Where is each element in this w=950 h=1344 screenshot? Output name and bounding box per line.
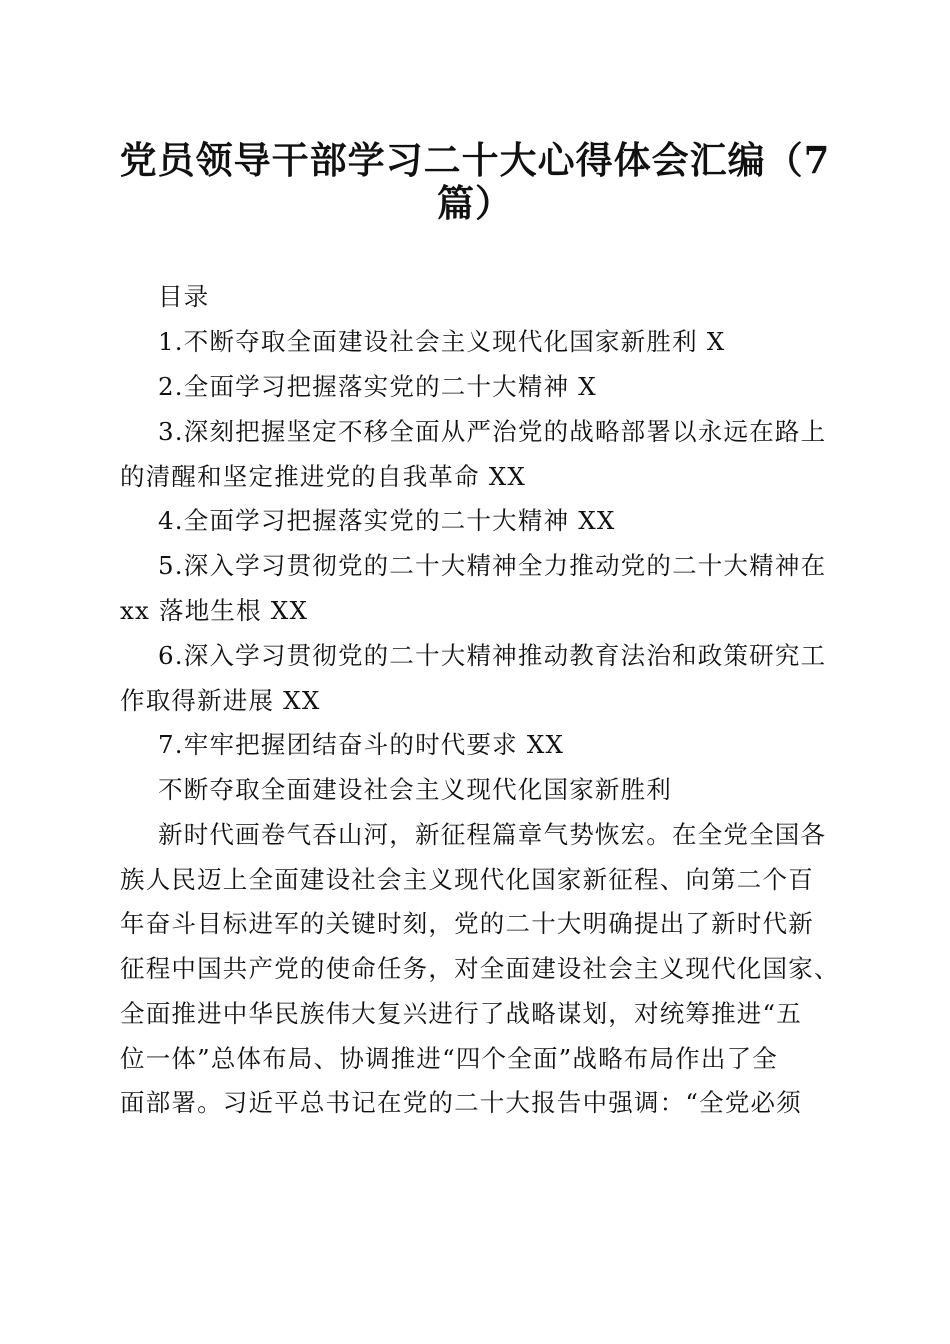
toc-heading: 目录 <box>158 282 210 311</box>
toc-item-2: 2.全面学习把握落实党的二十大精神 X <box>158 372 597 401</box>
document-title-line-2: 篇） <box>437 181 513 225</box>
toc-item-7: 7.牢牢把握团结奋斗的时代要求 XX <box>158 730 565 759</box>
toc-item-3-continued: 的清醒和坚定推进党的自我革命 XX <box>120 462 527 491</box>
paragraph-line: 位一体”总体布局、协调推进“四个全面”战略布局作出了全 <box>120 1044 778 1073</box>
toc-item-6: 6.深入学习贯彻党的二十大精神推动教育法治和政策研究工 <box>158 641 827 670</box>
toc-item-4: 4.全面学习把握落实党的二十大精神 XX <box>158 506 616 535</box>
paragraph-line: 征程中国共产党的使命任务，对全面建设社会主义现代化国家、 <box>120 954 840 983</box>
paragraph-line: 新时代画卷气吞山河，新征程篇章气势恢宏。在全党全国各 <box>158 820 827 849</box>
toc-item-5: 5.深入学习贯彻党的二十大精神全力推动党的二十大精神在 <box>158 551 827 580</box>
paragraph-line: 面部署。习近平总书记在党的二十大报告中强调：“全党必须 <box>120 1088 802 1117</box>
paragraph-line: 族人民迈上全面建设社会主义现代化国家新征程、向第二个百 <box>120 865 814 894</box>
toc-item-1: 1.不断夺取全面建设社会主义现代化国家新胜利 X <box>158 327 726 356</box>
paragraph-line: 年奋斗目标进军的关键时刻，党的二十大明确提出了新时代新 <box>120 909 814 938</box>
toc-item-6-continued: 作取得新进展 XX <box>120 686 321 715</box>
toc-item-5-continued: xx 落地生根 XX <box>120 596 309 625</box>
paragraph-line: 全面推进中华民族伟大复兴进行了战略谋划，对统筹推进“五 <box>120 999 802 1028</box>
section-heading: 不断夺取全面建设社会主义现代化国家新胜利 <box>158 775 672 804</box>
toc-item-3: 3.深刻把握坚定不移全面从严治党的战略部署以永远在路上 <box>158 417 827 446</box>
document-title-line-1: 党员领导干部学习二十大心得体会汇编（7 <box>119 138 831 182</box>
